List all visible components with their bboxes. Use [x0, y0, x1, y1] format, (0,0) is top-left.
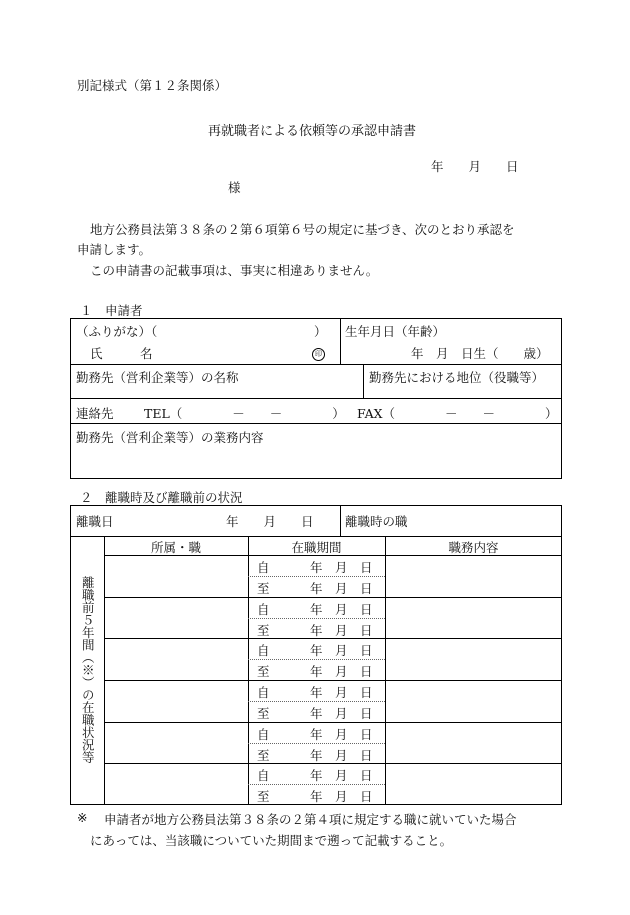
section2-heading: ２ 離職時及び離職前の状況: [80, 490, 243, 505]
name-label: 氏 名: [90, 346, 153, 361]
period-to-label: 至: [257, 705, 270, 721]
note-line-1: 申請者が地方公務員法第３８条の２第４項に規定する職に就いていた場合: [104, 812, 517, 827]
period-date: 年 月 日: [310, 726, 373, 742]
furigana-close: ）: [314, 324, 327, 339]
employer-name-label: 勤務先（営利企業等）の名称: [76, 370, 239, 385]
period-from-label: 自: [257, 601, 270, 617]
intro-line-2: 申請します。: [77, 242, 152, 257]
period-date: 年 月 日: [310, 664, 373, 680]
seal-icon: 印: [312, 348, 325, 361]
retire-post-label: 離職時の職: [345, 514, 408, 529]
period-to-label: 至: [257, 664, 270, 680]
retire-date-value: 年 月 日: [226, 514, 314, 529]
period-from-label: 自: [257, 560, 270, 575]
period-from-label: 自: [257, 726, 270, 742]
addressee-suffix: 様: [228, 180, 241, 195]
birth-label: 生年月日（年齢）: [345, 324, 446, 339]
birth-value: 年 月 日生（ 歳）: [411, 346, 549, 361]
position-label: 勤務先における地位（役職等）: [369, 370, 545, 385]
period-date: 年 月 日: [310, 601, 373, 617]
seal-mark: [312, 344, 325, 361]
period-date: 年 月 日: [310, 789, 373, 805]
period-date: 年 月 日: [310, 747, 373, 763]
section1-heading: １ 申請者: [80, 303, 143, 318]
period-date: 年 月 日: [310, 685, 373, 700]
col-header-duties: 職務内容: [448, 540, 499, 555]
business-label: 勤務先（営利企業等）の業務内容: [76, 430, 264, 445]
period-date: 年 月 日: [310, 768, 373, 784]
furigana-label: （ふりがな）（: [76, 324, 158, 339]
col-header-dept: 所属・職: [150, 540, 201, 555]
col-header-period: 在職期間: [291, 540, 342, 555]
date-line: 年 月 日: [431, 159, 519, 174]
fax-field: FAX（ － － ）: [357, 406, 558, 421]
period-to-label: 至: [257, 622, 270, 638]
intro-line-3: この申請書の記載事項は、事実に相違ありません。: [90, 263, 379, 278]
period-from-label: 自: [257, 768, 270, 784]
period-from-label: 自: [257, 685, 270, 700]
note-line-2: にあっては、当該職についていた期間まで遡って記載すること。: [90, 833, 453, 848]
period-to-label: 至: [257, 747, 270, 763]
contact-label: 連絡先: [76, 406, 114, 421]
retire-date-label: 離職日: [76, 514, 114, 529]
form-reference: 別記様式（第１２条関係）: [77, 78, 228, 93]
note-mark: ※: [77, 810, 88, 825]
period-to-label: 至: [257, 789, 270, 805]
form-title: 再就職者による依頼等の承認申請書: [208, 124, 417, 139]
period-from-label: 自: [257, 643, 270, 659]
intro-line-1: 地方公務員法第３８条の２第６項第６号の規定に基づき、次のとおり承認を: [90, 222, 515, 237]
period-date: 年 月 日: [310, 560, 373, 575]
tel-field: TEL（ － － ）: [144, 406, 345, 421]
period-date: 年 月 日: [310, 705, 373, 721]
side-label: 離職前５年間（※）の在職状況等: [80, 576, 96, 764]
period-to-label: 至: [257, 580, 270, 596]
period-date: 年 月 日: [310, 580, 373, 596]
period-date: 年 月 日: [310, 622, 373, 638]
period-date: 年 月 日: [310, 643, 373, 659]
